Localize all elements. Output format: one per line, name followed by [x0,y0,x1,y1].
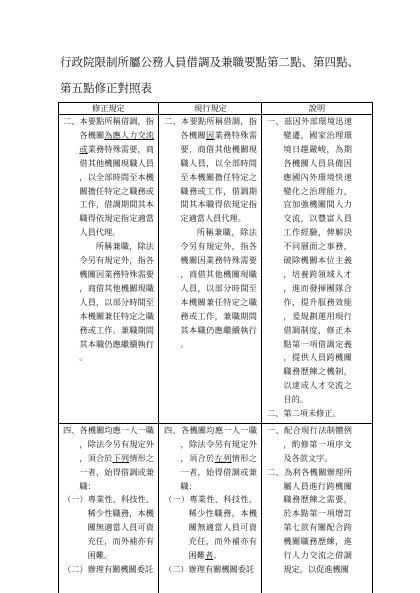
explanation-cell [261,115,373,423]
table-header-row [58,102,373,114]
title-line-2: 第五點修正對照表 [60,81,152,95]
header-amended-rules: 修正規定 [58,103,158,114]
current-clause-paragraph [164,226,257,351]
explanation-cell [261,424,373,593]
explanation-item [267,424,352,466]
amended-clause-paragraph [63,240,154,365]
amended-clause [63,424,154,494]
underlined-change: 因 [206,129,215,140]
underlined-change: 為應人力交流或 [79,129,154,154]
current-subclause [164,563,257,577]
current-subclause [164,493,257,563]
clause-text: 情形之一者，始得借調或兼職： [79,452,154,491]
explanation-text: 二、第二項未修正。 [267,408,341,419]
explanation-item [267,407,352,421]
clause-text: （二）辦理有關機關委託 [164,564,255,574]
header-current-rules: 現行規定 [158,103,261,114]
explanation-item [267,466,352,577]
clause-text: 二、本要點所稱借調，指各機關 [164,116,257,140]
comparison-table [58,102,373,593]
clause-text: 所稱兼職，除法令另有規定外，指各機關因業務特殊需要，商借其他機關現職人員，以部分時間至本機關兼任特定之職務或工作，兼職期間其本職仍應繼續執行。 [180,227,257,349]
underlined-change: 下列 [112,452,130,463]
amended-rule-cell [58,424,158,593]
current-rule-cell [158,424,261,593]
explanation-text: 一、茲因外部環境迅速變遷，國家治理環境日趨嚴峻，為期各機關人員具備因應國內外環境快速變化之治理能力，宜加強機關間人力交流，以豐富人員工作經驗，俾解決不同層面之事務，破除機關本位主義，培養跨領域人才，進而發揮團隊合作，提升服務效能，爰規劃運用現行借調制度，修正本點第一項借調定義，提供人員跨機關職務歷練之機制，以達成人才交流之目的。 [267,116,352,405]
title-line-1: 行政院限制所屬公務人員借調及兼職要點第二點、第四點、 [60,55,359,69]
explanation-text: 一、配合現行法制體例，酌修第一項序文及各款文字。 [267,424,352,463]
amended-subclause [63,493,154,563]
amended-subclause [63,563,154,577]
clause-text: 四、各機關均應一人一職，除法令另有規定外，須合於 [164,424,257,463]
table-row [58,423,373,593]
amended-rule-cell [58,115,158,423]
clause-text: 四、各機關均應一人一職，除法令另有規定外，須合於 [63,424,154,463]
clause-text: 。 [213,550,222,561]
underlined-change: 左列 [214,452,232,463]
header-explanation: 說明 [261,103,373,114]
clause-text: 所稱兼職，除法令另有規定外，指各機關因業務特殊需要，商借其他機關現職人員，以部分時間至本機關兼任特定之職務或工作。兼職期間其本職仍應繼續執行。 [79,241,154,363]
clause-text: （二）辦理有關機關委託 [63,564,154,574]
current-clause [164,424,257,494]
document-title [60,49,380,101]
current-clause [164,115,257,226]
clause-text: 業務特殊需要，商借其他機關現職人員，以全部時間至本機關擔任特定之職務或工作，借調期間其本職得依規定指定適當人員代理。 [79,143,154,238]
clause-text: 二、本要點所稱借調，指各機關 [63,116,154,140]
amended-clause [63,115,154,240]
table-row [58,114,373,423]
explanation-item [267,115,352,407]
underlined-change: 者 [204,550,214,561]
clause-text: （一）專業性、科技性、稀少性職務，本機關無適當人員可資充任，而外補亦有困難。 [63,494,154,561]
explanation-text: 二、為利各機關辦理所屬人員進行跨機關職務歷練之需要，於本點第一項增訂第七款有關配合跨機關職務歷練，進行人力交流之借調規定，以促進機關 [267,466,352,574]
clause-text: 業務特殊需要，商借其他機關現職人員，以全部時間至本機關擔任特定之職務或工作，借調期間其本職得依規定指定適當人員代理。 [180,129,257,224]
clause-text: （一）專業性、科技性、稀少性職務，本機關無適當人員可資充任，而外補亦有困難 [164,494,257,561]
current-rule-cell [158,115,261,423]
clause-text: 情形之一者，始得借調或兼職： [180,452,257,491]
